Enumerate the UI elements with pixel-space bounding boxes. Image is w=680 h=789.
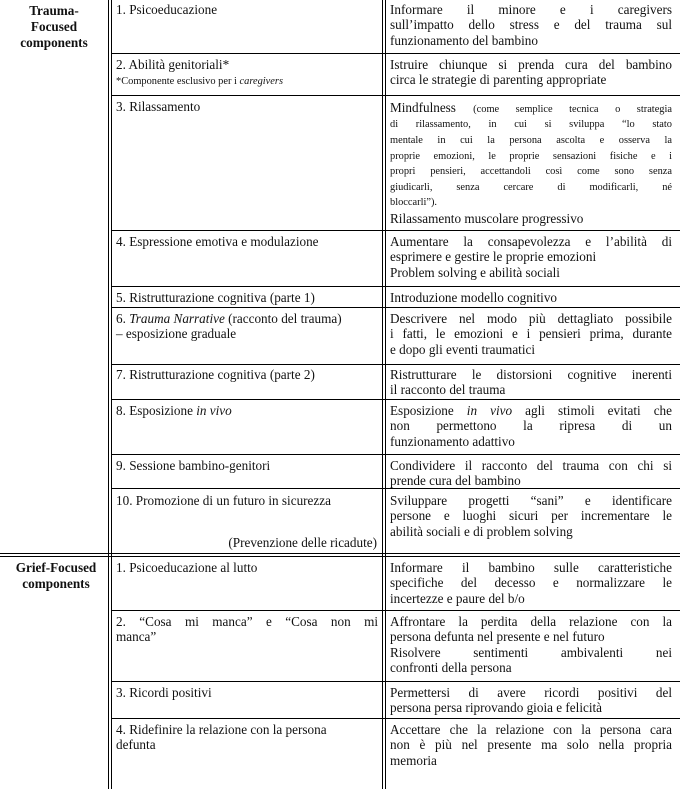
row-rule — [112, 399, 680, 400]
column-rule-mid-2 — [385, 0, 386, 789]
row-rule — [112, 53, 680, 54]
description-cell: Affrontare la perdita della relazione con la persona defunta nel presente e nel futuro Risolvere sentimenti ambivalenti nei confronti della persona — [390, 614, 672, 676]
component-cell: 3. Rilassamento — [116, 99, 201, 114]
description-cell: Istruire chiunque si prenda cura del bambino circa le strategie di parenting appropriate — [390, 57, 672, 88]
component-cell: 6. Trauma Narrative (racconto del trauma) – esposizione graduale — [116, 311, 342, 342]
description-cell: Permettersi di avere ricordi positivi del persona persa riprovando gioia e felicità — [390, 685, 672, 716]
row-rule — [112, 230, 680, 231]
row-rule — [112, 364, 680, 365]
row-rule — [112, 307, 680, 308]
description-cell: Aumentare la consapevolezza e l’abilità di esprimere e gestire le proprie emozioni Problem solving e abilità sociali — [390, 234, 672, 280]
column-rule-left-2 — [111, 0, 112, 789]
description-cell: Descrivere nel modo più dettagliato possibile i fatti, le emozioni e i pensieri prima, durante e dopo gli eventi traumatici — [390, 311, 672, 357]
component-cell: 5. Ristrutturazione cognitiva (parte 1) — [116, 290, 315, 305]
grief-section-label: Grief-Focused components — [15, 560, 97, 591]
row-rule — [112, 681, 680, 682]
exclusive-note: *Componente esclusivo per i caregivers — [116, 76, 283, 88]
description-cell: Informare il minore e i caregivers sull’impatto dello stress e del trauma sul funzionamento del bambino — [390, 2, 672, 48]
description-cell: Condividere il racconto del trauma con chi si prende cura del bambino — [390, 458, 672, 489]
component-cell: 4. Espressione emotiva e modulazione — [116, 234, 319, 249]
row-rule — [112, 718, 680, 719]
component-cell: 3. Ricordi positivi — [116, 685, 212, 700]
component-cell: 10. Promozione di un futuro in sicurezza — [116, 493, 331, 508]
row-rule — [112, 454, 680, 455]
row-rule — [112, 286, 680, 287]
component-cell: 8. Esposizione in vivo — [116, 403, 232, 418]
description-cell: Sviluppare progetti “sani” e identificare persone e luoghi sicuri per incrementare le abilità sociali e di problem solving — [390, 493, 672, 539]
component-cell: 2. “Cosa mi manca” e “Cosa non mi manca” — [116, 614, 378, 645]
description-cell: Mindfulness (come semplice tecnica o strategia di rilassamento, in cui si sviluppa “lo stato mentale in cui la persona ascolta e osserva la proprie emozioni, le proprie sensazioni fisiche e i propri pensieri, accettandoli così come sono senza giudicarli, senza cercare di modificarli, né bloccarli”). Rilassamento muscolare progressivo — [390, 100, 672, 226]
component-cell: 7. Ristrutturazione cognitiva (parte 2) — [116, 367, 315, 382]
description-cell: Introduzione modello cognitivo — [390, 290, 558, 305]
column-rule-mid-1 — [382, 0, 383, 789]
component-cell: 2. Abilità genitoriali* *Componente esclusivo per i caregivers — [116, 57, 378, 90]
component-cell: 4. Ridefinire la relazione con la persona defunta — [116, 722, 327, 753]
component-cell: 1. Psicoeducazione — [116, 2, 218, 17]
description-cell: Informare il bambino sulle caratteristiche specifiche del decesso e normalizzare le incertezze e paure del b/o — [390, 560, 672, 606]
row-rule — [112, 95, 680, 96]
column-rule-left-1 — [108, 0, 109, 789]
relapse-prevention-label: (Prevenzione delle ricadute) — [228, 535, 377, 550]
description-cell: Accettare che la relazione con la persona cara non è più nel presente ma solo nella propria memoria — [390, 722, 672, 768]
row-rule — [112, 610, 680, 611]
component-cell: 1. Psicoeducazione al lutto — [116, 560, 258, 575]
section-rule — [0, 556, 680, 557]
trauma-section-label: Trauma- Focused components — [20, 3, 88, 50]
component-cell: 9. Sessione bambino-genitori — [116, 458, 271, 473]
description-cell: Ristrutturare le distorsioni cognitive inerenti il racconto del trauma — [390, 367, 672, 398]
description-cell: Esposizione in vivo agli stimoli evitati che non permettono la ripresa di un funzionamento adattivo — [390, 403, 673, 449]
section-rule — [0, 553, 680, 554]
